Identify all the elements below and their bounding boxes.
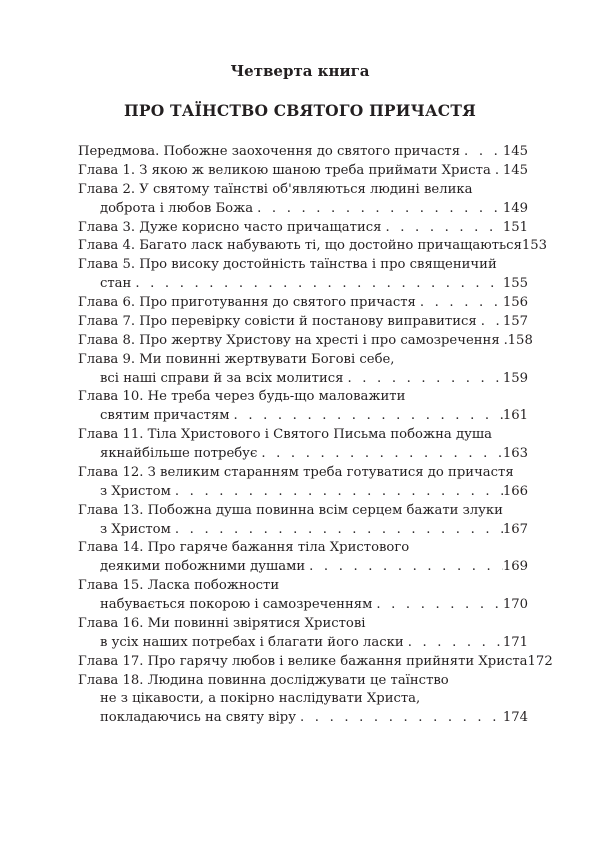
toc-entry-line	[78, 294, 528, 313]
toc-entry[interactable]	[78, 577, 528, 615]
toc-entry-line	[78, 539, 528, 558]
page-number: 169	[502, 559, 528, 575]
page-number: 155	[502, 276, 528, 292]
page-number: 163	[502, 446, 528, 461]
toc-entry[interactable]	[78, 294, 528, 313]
toc-entry-line	[78, 407, 528, 426]
toc-entry[interactable]	[78, 143, 528, 162]
page-number: 157	[502, 313, 528, 329]
dot-leader	[477, 313, 503, 332]
page-number: 174	[502, 710, 528, 726]
toc-entry-line	[78, 275, 528, 294]
toc-entry-text: якнайбільше потребує	[100, 446, 258, 461]
table-of-contents	[78, 143, 553, 728]
page-number: 172	[527, 653, 553, 669]
toc-entry-line	[78, 502, 528, 521]
toc-entry[interactable]	[78, 539, 528, 577]
toc-entry-text: всі наші справи й за всіх молитися	[100, 370, 344, 386]
toc-entry-text: Глава 11. Тіла Христового і Святого Письма побожна душа	[78, 427, 492, 443]
toc-entry-text: Глава 14. Про гаряче бажання тіла Христового	[78, 540, 410, 556]
toc-entry-line	[78, 521, 528, 540]
toc-entry[interactable]	[78, 464, 528, 502]
toc-entry-text: Глава 13. Побожна душа повинна всім серцем бажати злуки	[78, 502, 503, 518]
toc-entry-text: Глава 12. З великим старанням треба готуватися до причастя	[78, 464, 514, 480]
toc-entry-text: деякими побожними душами	[100, 559, 306, 575]
section-title: ПРО ТАЇНСТВО СВЯТОГО ПРИЧАСТЯ	[124, 101, 476, 120]
toc-entry[interactable]	[78, 313, 528, 332]
toc-entry-line	[78, 615, 528, 634]
toc-entry-line	[78, 709, 528, 728]
toc-entry[interactable]	[78, 615, 528, 653]
toc-entry-text: Глава 1. З якою ж великою шаною треба приймати Христа	[78, 162, 491, 178]
toc-entry-text: в усіх наших потребах і благати його ласки	[100, 634, 404, 650]
toc-entry-line	[78, 162, 528, 181]
toc-entry-text: Глава 3. Дуже корисно часто причащатися	[78, 219, 382, 235]
toc-entry-line	[78, 388, 528, 407]
toc-entry-text: стан	[100, 276, 132, 292]
toc-entry[interactable]	[78, 672, 528, 729]
toc-entry-text: Глава 16. Ми повинні звірятися Христові	[78, 615, 366, 631]
toc-entry-text: Глава 9. Ми повинні жертвувати Богові себе,	[78, 351, 395, 367]
toc-entry[interactable]	[78, 332, 533, 351]
toc-entry-text: не з цікавости, а покірно наслідувати Христа,	[100, 691, 421, 707]
page-number: 171	[502, 634, 528, 650]
toc-entry[interactable]	[78, 502, 528, 540]
dot-leader	[372, 596, 502, 615]
toc-entry-line	[78, 332, 533, 351]
dot-leader	[305, 558, 503, 577]
page-number: 158	[507, 332, 533, 348]
page-number: 159	[502, 370, 528, 386]
toc-entry-line	[78, 672, 528, 691]
toc-entry-line	[78, 237, 548, 256]
page-number: 145	[502, 144, 528, 159]
dot-leader	[257, 445, 502, 464]
toc-entry-text: набувається покорою і самозреченням	[100, 597, 373, 612]
toc-entry-line	[78, 596, 528, 615]
toc-entry-line	[78, 577, 528, 596]
page-number: 166	[502, 483, 528, 499]
toc-entry-line	[78, 558, 528, 577]
toc-entry-text: Глава 6. Про приготування до святого причастя	[78, 295, 416, 310]
dot-leader	[171, 483, 503, 502]
page-number: 153	[521, 238, 548, 254]
toc-entry-line	[78, 634, 528, 653]
toc-entry-line	[78, 483, 528, 502]
toc-entry-line	[78, 426, 528, 445]
dot-leader	[253, 200, 503, 219]
toc-entry[interactable]	[78, 351, 528, 389]
toc-entry[interactable]	[78, 426, 528, 464]
toc-entry-text: Глава 15. Ласка побожности	[78, 578, 280, 594]
toc-entry[interactable]	[78, 237, 548, 256]
page-number: 170	[502, 597, 528, 612]
toc-entry-text: Глава 10. Не треба через будь-що маловажити	[78, 389, 406, 405]
dot-leader	[343, 370, 502, 389]
toc-entry[interactable]	[78, 162, 528, 181]
dot-leader	[416, 294, 503, 313]
page-number: 161	[502, 408, 528, 424]
toc-entry-text: Глава 4. Багато ласк набувають ті, що достойно причащаються	[78, 238, 522, 254]
page-number: 145	[502, 162, 528, 178]
dot-leader	[381, 219, 502, 238]
book-heading: Четверта книга	[230, 62, 370, 80]
page-number: 156	[502, 295, 528, 310]
toc-entry-text: Глава 2. У святому таїнстві об'являються людині велика	[78, 181, 473, 197]
toc-entry-text: Глава 17. Про гарячу любов і велике бажання прийняти Христа	[78, 653, 528, 669]
toc-entry[interactable]	[78, 388, 528, 426]
toc-entry-line	[78, 219, 528, 238]
toc-entry-text: з Христом	[100, 521, 171, 537]
page-number: 149	[502, 200, 528, 216]
toc-entry-line	[78, 690, 528, 709]
toc-entry-text: святим причастям	[100, 408, 230, 424]
toc-entry-line	[78, 445, 528, 464]
toc-entry[interactable]	[78, 653, 553, 672]
toc-entry-line	[78, 313, 528, 332]
page-number: 151	[502, 219, 528, 235]
toc-entry-text: Глава 5. Про високу достойність таїнства і про священичий	[78, 257, 497, 273]
toc-entry-line	[78, 143, 528, 162]
toc-entry[interactable]	[78, 181, 528, 219]
toc-entry[interactable]	[78, 256, 528, 294]
toc-entry-text: Передмова. Побожне заохочення до святого причастя	[78, 144, 461, 159]
dot-leader	[404, 634, 503, 653]
page-number: 167	[502, 521, 528, 537]
dot-leader	[131, 275, 502, 294]
dot-leader	[500, 332, 508, 351]
toc-entry-line	[78, 256, 528, 275]
toc-entry-text: Глава 18. Людина повинна досліджувати це таїнство	[78, 672, 449, 688]
toc-entry-line	[78, 370, 528, 389]
toc-entry-line	[78, 464, 528, 483]
dot-leader	[491, 162, 503, 181]
dot-leader	[460, 143, 503, 162]
toc-entry-text: покладаючись на святу віру	[100, 710, 297, 726]
toc-entry-text: з Христом	[100, 483, 171, 499]
toc-entry-text: доброта і любов Божа	[100, 200, 254, 216]
dot-leader	[230, 407, 503, 426]
toc-entry-line	[78, 200, 528, 219]
dot-leader	[171, 521, 503, 540]
toc-entry-text: Глава 8. Про жертву Христову на хресті і про самозречення	[78, 332, 500, 348]
dot-leader	[296, 709, 503, 728]
toc-entry-text: Глава 7. Про перевірку совісти й постанову виправитися	[78, 313, 477, 329]
toc-entry-line	[78, 181, 528, 200]
toc-entry-line	[78, 653, 553, 672]
toc-entry[interactable]	[78, 219, 528, 238]
toc-entry-line	[78, 351, 528, 370]
